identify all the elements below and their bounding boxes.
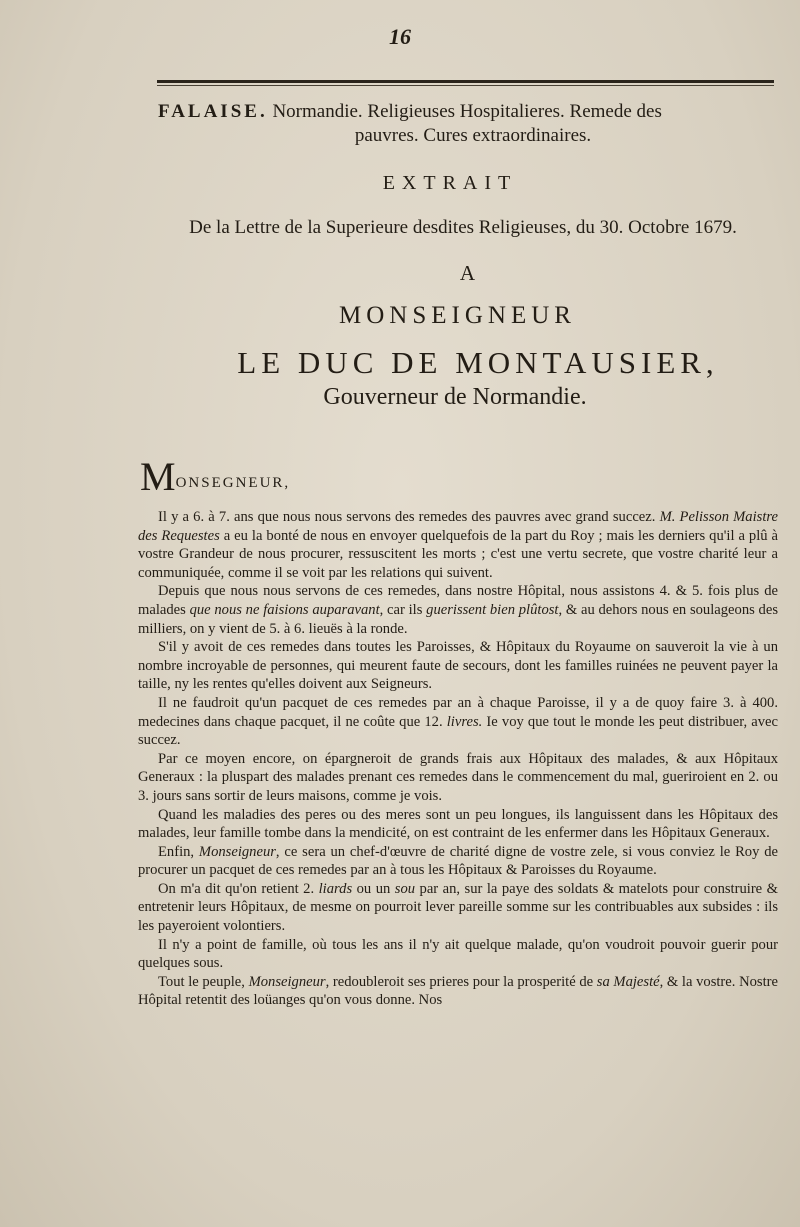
article-heading (158, 100, 768, 148)
p8-italic-2: sou (394, 880, 416, 897)
p2-text-b: , car ils (379, 601, 427, 618)
p7-text-a: Enfin, (158, 843, 199, 860)
p2-italic-2: guerissent bien plûtost (426, 601, 559, 618)
salutation-initial: M (140, 454, 176, 499)
p7-text-b: , ce sera un chef-d'œuvre de charité digne de vostre zele, si vous conviez le Roy de procurer un pacquet de ces remedes par an à tous les Hôpitaux & Paroisses du Royaume. (138, 843, 778, 879)
p1-name: M. Pelisson Maistre des Requestes (138, 509, 779, 544)
heading-place: FALAISE. (158, 101, 268, 122)
paragraph-3: S'il y avoit de ces remedes dans toutes les Paroisses, & Hôpitaux du Royaume on sauveroit la vie à un nombre incroyable de personnes, qui meurent faute de secours, dont les familles ruinées ne peuvent payer la taille, ny les rentes qu'elles doivent aux Seigneurs. (138, 639, 778, 693)
addressee-name: LE DUC DE MONTAUSIER, (237, 345, 719, 380)
p8-text-c: par an, sur la paye des soldats & matelots pour construire & entretenir leurs Hôpitaux, de mesme on pourroit lever pareille somme sur les contribuables aux subsides : ils les payeroient volontiers. (138, 880, 778, 935)
p4-text-b: Ie voy que tout le monde les peut distribuer, avec succez. (138, 713, 778, 749)
p10-text-b: , redoubleroit ses prieres pour la prosperité de (325, 973, 597, 990)
paragraph-8 (138, 880, 778, 936)
p10-text-c: , & la vostre. Nostre Hôpital retentit des loüanges qu'on vous donne. Nos (138, 973, 778, 1009)
salutation-rest: ONSEGNEUR, (175, 475, 291, 491)
addressee-office: Gouverneur de Normandie. (323, 384, 587, 410)
heading-line2: pauvres. Cures extraordinaires. (354, 125, 592, 146)
p10-italic-2: sa Majesté (596, 973, 660, 990)
p4-italic-1: livres. (446, 713, 483, 730)
p8-text-b: ou un (352, 880, 395, 897)
header-rule-thin (157, 85, 774, 86)
p8-italic-1: liards (318, 880, 353, 897)
heading-line1: Normandie. Religieuses Hospitalieres. Remede des (272, 101, 662, 122)
paragraph-1 (138, 508, 778, 582)
page-number: 16 (389, 24, 411, 49)
paragraph-10 (138, 973, 778, 1010)
p2-text-a: Depuis que nous nous servons de ces remedes, dans nostre Hôpital, nous assistons 4. & 5. fois plus de malades (138, 583, 778, 618)
letter-source-line: De la Lettre de la Superieure desdites Religieuses, du 30. Octobre 1679. (189, 217, 737, 238)
p7-italic-1: Monseigneur (198, 843, 276, 860)
addressed-to: A (459, 261, 476, 285)
p1-text-a: Il y a 6. à 7. ans que nous nous servons des remedes des pauvres avec grand succez. (158, 509, 656, 525)
p10-text-a: Tout le peuple, (158, 973, 249, 990)
paragraph-2 (138, 582, 778, 638)
paragraph-7 (138, 843, 778, 880)
header-rule (157, 80, 774, 83)
paragraph-5: Par ce moyen encore, on épargneroit de grands frais aux Hôpitaux des malades, & aux Hôpitaux Generaux : la pluspart des malades prenant ces remedes dans le commencement du mal, gueriroient en 2. ou 3. jours sans sortir de leurs maisons, comme je vois. (138, 750, 778, 804)
addressee-title: MONSEIGNEUR (339, 302, 576, 329)
paragraph-4 (138, 694, 778, 750)
salutation (140, 453, 290, 500)
paragraph-6: Quand les maladies des peres ou des meres sont un peu longues, ils languissent dans les Hôpitaux des malades, leur famille tombe dans la mendicité, on est contraint de les enfermer dans les Hôpitaux Generaux. (138, 806, 778, 842)
letter-body (138, 508, 778, 1010)
p4-text-a: Il ne faudroit qu'un pacquet de ces remedes par an à chaque Paroisse, il y a de quoy faire 3. à 400. medecines dans chaque pacquet, il ne coûte que 12. (138, 694, 778, 730)
paragraph-9: Il n'y a point de famille, où tous les ans il n'y ait quelque malade, qu'on voudroit pouvoir guerir pour quelques sous. (138, 936, 778, 972)
p2-text-c: , & au dehors nous en soulageons des milliers, on y vient de 5. à 6. lieuës à la ronde. (138, 601, 779, 637)
p1-text-b: a eu la bonté de nous en envoyer quelquefois de la part du Roy ; mais les derniers qu'il a plû à vostre Grandeur de nous procurer, ressuscitent les morts ; c'est une vertu secrete, que vostre charité leur a communiquée, comme il se voit par les relations qui suivent. (138, 527, 778, 581)
p8-text-a: On m'a dit qu'on retient 2. (158, 880, 319, 897)
p10-italic-1: Monseigneur (248, 973, 326, 990)
p2-italic-1: que nous ne faisions auparavant (189, 601, 380, 618)
extrait-title: EXTRAIT (382, 172, 518, 194)
